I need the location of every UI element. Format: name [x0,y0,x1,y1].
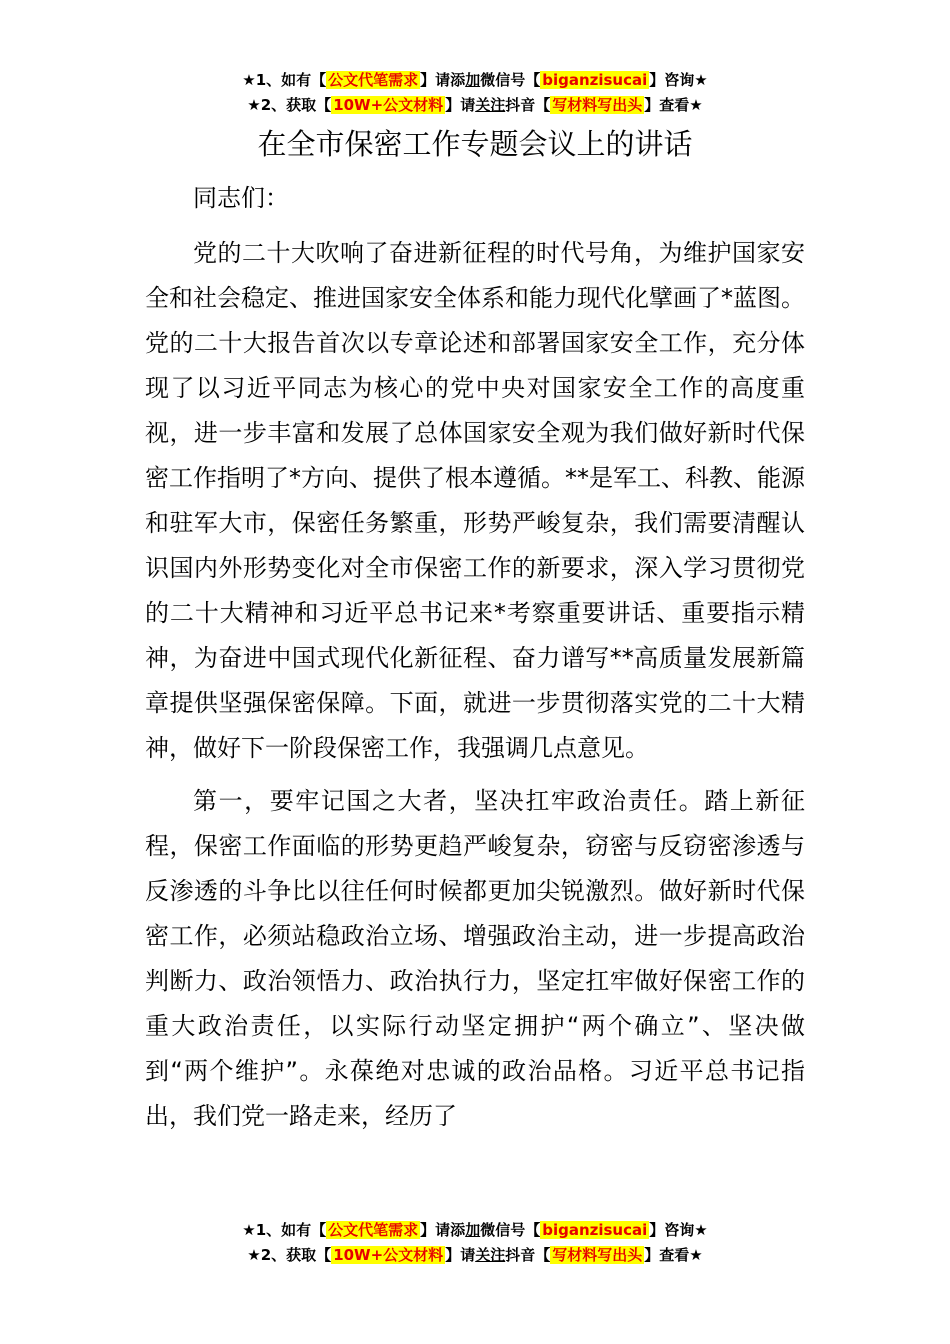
banner-text: ★1、如有【 [242,1221,327,1239]
banner-highlight: 写材料写出头 [552,96,643,114]
banner-highlight: 公文代笔需求 [328,1221,419,1239]
banner-line-1 [0,1218,950,1243]
banner-text: 微信号【 [480,1221,541,1239]
banner-text: 】查看★ [644,96,703,114]
banner-line-2 [0,93,950,118]
footer-banner [0,1218,950,1268]
banner-text: ★2、获取【 [247,1246,332,1264]
banner-line-2 [0,1243,950,1268]
banner-line-1 [0,68,950,93]
banner-highlight: 公文代笔需求 [328,71,419,89]
banner-underlined: 加 [465,71,481,89]
banner-underlined: 关注 [475,96,506,114]
banner-text: 】请添 [420,1221,466,1239]
banner-text: 】请 [445,96,476,114]
document-body [145,176,805,1139]
header-banner [0,68,950,118]
banner-text: 】咨询★ [649,1221,708,1239]
banner-text: 】请 [445,1246,476,1264]
banner-text: ★1、如有【 [242,71,327,89]
document-title: 在全市保密工作专题会议上的讲话 [257,127,693,161]
banner-highlight: 写材料写出头 [552,1246,643,1264]
banner-text: 微信号【 [480,71,541,89]
banner-text: 】请添 [420,71,466,89]
paragraph: 党的二十大吹响了奋进新征程的时代号角，为维护国家安全和社会稳定、推进国家安全体系和能力现代化擘画了*蓝图。党的二十大报告首次以专章论述和部署国家安全工作，充分体现了以习近平同志为核心的党中央对国家安全工作的高度重视，进一步丰富和发展了总体国家安全观为我们做好新时代保密工作指明了*方向、提供了根本遵循。**是军工、科教、能源和驻军大市，保密任务繁重，形势严峻复杂，我们需要清醒认识国内外形势变化对全市保密工作的新要求，深入学习贯彻党的二十大精神和习近平总书记来*考察重要讲话、重要指示精神，为奋进中国式现代化新征程、奋力谱写**高质量发展新篇章提供坚强保密保障。下面，就进一步贯彻落实党的二十大精神，做好下一阶段保密工作，我强调几点意见。 [145,239,805,762]
banner-text: 】查看★ [644,1246,703,1264]
banner-underlined: 加 [465,1221,481,1239]
banner-underlined: 关注 [475,1246,506,1264]
banner-text: 抖音【 [505,96,551,114]
banner-highlight: biganzisucai [542,71,648,89]
banner-highlight: biganzisucai [542,1221,648,1239]
banner-text: 】咨询★ [649,71,708,89]
greeting: 同志们： [193,184,289,212]
banner-highlight: 10W+公文材料 [333,96,444,114]
banner-highlight: 10W+公文材料 [333,1246,444,1264]
banner-text: 抖音【 [505,1246,551,1264]
banner-text: ★2、获取【 [247,96,332,114]
paragraph: 第一，要牢记国之大者，坚决扛牢政治责任。踏上新征程，保密工作面临的形势更趋严峻复杂，窃密与反窃密渗透与反渗透的斗争比以往任何时候都更加尖锐激烈。做好新时代保密工作，必须站稳政治立场、增强政治主动，进一步提高政治判断力、政治领悟力、政治执行力，坚定扛牢做好保密工作的重大政治责任，以实际行动坚定拥护“两个确立”、坚决做到“两个维护”。永葆绝对忠诚的政治品格。习近平总书记指出，我们党一路走来，经历了 [145,787,805,1130]
